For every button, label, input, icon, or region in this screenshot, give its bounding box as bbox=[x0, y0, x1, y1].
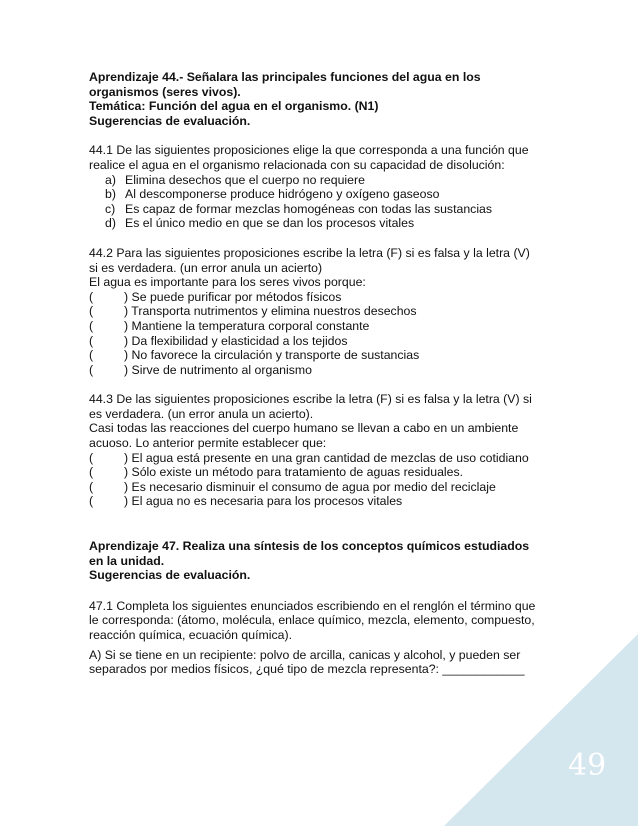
section-44-heading bbox=[89, 70, 549, 128]
true-false-item bbox=[89, 348, 549, 363]
answer-blank[interactable]: ( bbox=[89, 318, 94, 333]
question-text: Casi todas las reacciones del cuerpo humano se llevan a cabo en un ambiente bbox=[89, 421, 519, 436]
heading-line: Aprendizaje 47. Realiza una síntesis de los conceptos químicos estudiados bbox=[89, 539, 530, 554]
heading-line: Temática: Función del agua en el organismo. (N1) bbox=[89, 99, 379, 114]
question-text: le corresponda: (átomo, molécula, enlace químico, mezcla, elemento, compuesto, bbox=[89, 613, 535, 628]
option-list bbox=[89, 173, 549, 231]
option-item bbox=[89, 216, 549, 231]
answer-blank[interactable]: ( bbox=[89, 348, 94, 363]
option-marker: a) bbox=[105, 172, 116, 187]
answer-blank[interactable]: ( bbox=[89, 450, 94, 465]
answer-blank[interactable]: ( bbox=[89, 333, 94, 348]
question-text: 44.2 Para las siguientes proposiciones escribe la letra (F) si es falsa y la letra (V) bbox=[89, 245, 530, 260]
question-text: 44.3 De las siguientes proposiciones escribe la letra (F) si es falsa y la letra (V) si bbox=[89, 392, 532, 407]
question-text: A) Si se tiene en un recipiente: polvo de arcilla, canicas y alcohol, y pueden ser bbox=[89, 647, 521, 662]
heading-line: organismos (seres vivos). bbox=[89, 84, 241, 99]
answer-blank[interactable]: ( bbox=[89, 479, 94, 494]
true-false-item bbox=[89, 334, 549, 349]
answer-blank[interactable]: ( bbox=[89, 362, 94, 377]
answer-blank[interactable]: ( bbox=[89, 494, 94, 509]
statement-text: ) Sirve de nutrimento al organismo bbox=[124, 362, 312, 377]
true-false-item bbox=[89, 304, 549, 319]
page-content bbox=[89, 70, 549, 677]
question-text: reacción química, ecuación química). bbox=[89, 628, 292, 642]
question-44-2 bbox=[89, 246, 549, 377]
true-false-item bbox=[89, 465, 549, 480]
option-text: Es el único medio en que se dan los procesos vitales bbox=[125, 216, 415, 231]
corner-decoration bbox=[444, 634, 638, 826]
question-text: separados por medios físicos, ¿qué tipo de mezcla representa?: ____________ bbox=[89, 662, 525, 677]
statement-text: ) Mantiene la temperatura corporal constante bbox=[124, 318, 370, 333]
question-text: si es verdadera. (un error anula un acierto) bbox=[89, 260, 323, 275]
true-false-item bbox=[89, 290, 549, 305]
question-text: realice el agua en el organismo relacionada con su capacidad de disolución: bbox=[89, 157, 505, 172]
section-47-heading bbox=[89, 539, 549, 583]
option-text: Al descomponerse produce hidrógeno y oxígeno gaseoso bbox=[125, 187, 440, 202]
statement-text: ) Da flexibilidad y elasticidad a los tejidos bbox=[124, 333, 348, 348]
question-text: 44.1 De las siguientes proposiciones elige la que corresponda a una función que bbox=[89, 143, 529, 158]
question-text: es verdadera. (un error anula un acierto). bbox=[89, 406, 314, 421]
heading-line: Sugerencias de evaluación. bbox=[89, 568, 251, 583]
option-marker: d) bbox=[105, 216, 116, 231]
option-marker: b) bbox=[105, 187, 116, 202]
true-false-item bbox=[89, 480, 549, 495]
statement-text: ) Sólo existe un método para tratamiento de aguas residuales. bbox=[124, 465, 464, 480]
statement-text: ) Se puede purificar por métodos físicos bbox=[124, 289, 342, 304]
heading-line: Aprendizaje 44.- Señalara las principales funciones del agua en los bbox=[89, 70, 481, 84]
answer-blank[interactable]: ( bbox=[89, 289, 94, 304]
true-false-item bbox=[89, 319, 549, 334]
question-text: acuoso. Lo anterior permite establecer que: bbox=[89, 436, 327, 451]
option-item bbox=[89, 173, 549, 188]
option-text: Elimina desechos que el cuerpo no requiere bbox=[125, 172, 365, 187]
statement-text: ) No favorece la circulación y transporte de sustancias bbox=[124, 348, 420, 363]
question-44-1 bbox=[89, 143, 549, 231]
true-false-item bbox=[89, 451, 549, 466]
statement-text: ) Transporta nutrimentos y elimina nuestros desechos bbox=[124, 304, 417, 319]
question-text: El agua es importante para los seres vivos porque: bbox=[89, 275, 366, 290]
heading-line: Sugerencias de evaluación. bbox=[89, 113, 251, 128]
question-44-3 bbox=[89, 392, 549, 509]
statement-text: ) El agua está presente en una gran cantidad de mezclas de uso cotidiano bbox=[124, 450, 529, 465]
answer-blank[interactable]: ( bbox=[89, 304, 94, 319]
statement-text: ) El agua no es necesaria para los procesos vitales bbox=[124, 494, 403, 509]
question-text: 47.1 Completa los siguientes enunciados escribiendo en el renglón el término que bbox=[89, 598, 536, 613]
option-item bbox=[89, 202, 549, 217]
option-text: Es capaz de formar mezclas homogéneas con todas las sustancias bbox=[125, 201, 493, 216]
true-false-item bbox=[89, 363, 549, 378]
option-item bbox=[89, 187, 549, 202]
true-false-item bbox=[89, 494, 549, 509]
page-number: 49 bbox=[568, 748, 607, 783]
option-marker: c) bbox=[105, 201, 116, 216]
heading-line: en la unidad. bbox=[89, 553, 165, 568]
answer-blank[interactable]: ( bbox=[89, 465, 94, 480]
statement-text: ) Es necesario disminuir el consumo de agua por medio del reciclaje bbox=[124, 479, 496, 494]
